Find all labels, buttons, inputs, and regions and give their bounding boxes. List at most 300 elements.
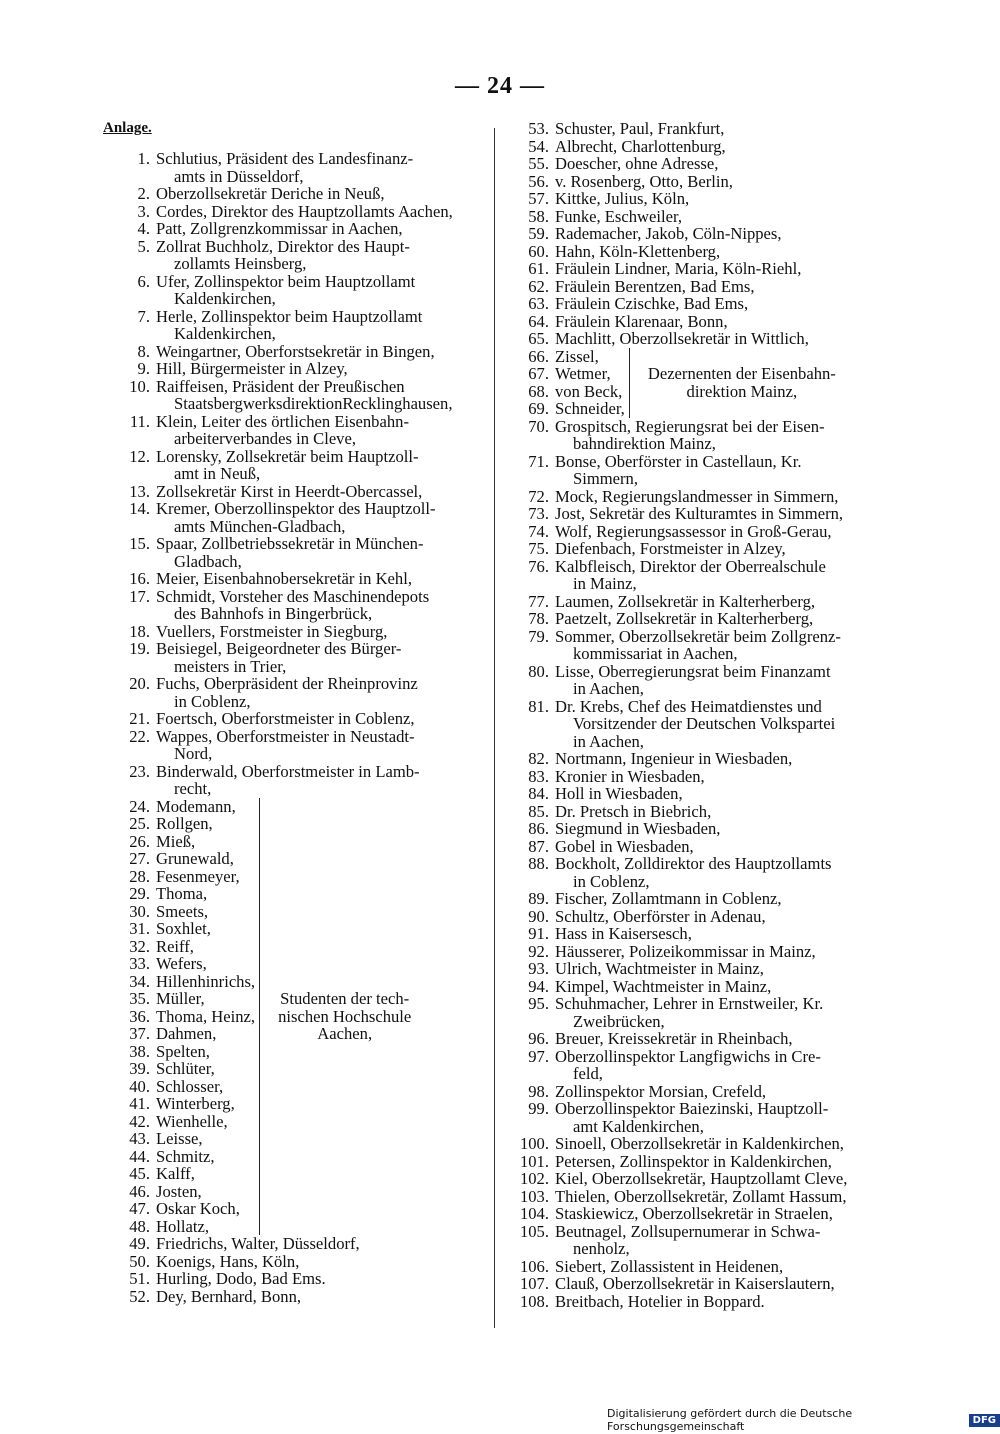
group-note-line: nischen Hochschule (278, 1006, 412, 1026)
entry-number: 23. (129, 761, 150, 781)
entry-text (555, 908, 895, 926)
entry-number: 65. (528, 329, 549, 348)
list-entry (106, 343, 490, 361)
entry-number: 82. (528, 749, 549, 768)
entry-number: 5. (137, 236, 150, 256)
entry-text (555, 943, 895, 961)
list-entry (505, 750, 895, 768)
entry-line: Vorsitzender der Deutschen Volkspartei (573, 714, 836, 733)
entry-number: 108. (519, 1291, 549, 1311)
list-entry (106, 850, 255, 868)
entry-text (555, 855, 895, 890)
entry-text: Leisse, (156, 1129, 203, 1148)
list-entry (106, 483, 490, 501)
entry-number: 6. (137, 271, 150, 291)
entry-text (156, 150, 490, 185)
group-note-line: Studenten der tech- (280, 989, 410, 1008)
entry-line: Hahn, Köln-Klettenberg, (555, 241, 721, 261)
entry-text (156, 273, 490, 308)
list-entry (505, 1170, 895, 1188)
entry-line: Dey, Bernhard, Bonn, (156, 1286, 302, 1306)
entry-text (555, 1135, 895, 1153)
list-entry (505, 1258, 895, 1276)
list-entry (106, 1008, 255, 1026)
entry-line: Kronier in Wiesbaden, (555, 766, 705, 786)
group-note (642, 348, 836, 418)
entry-line: amts München-Gladbach, (174, 516, 346, 536)
list-entry (106, 1043, 255, 1061)
entry-text (555, 785, 895, 803)
list-entry (505, 558, 895, 593)
entry-line: Kaldenkirchen, (174, 324, 276, 343)
entry-line: StaatsbergwerksdirektionRecklinghausen, (174, 394, 453, 413)
entry-number: 99. (528, 1099, 549, 1118)
list-entry (106, 448, 490, 483)
entry-line: Friedrichs, Walter, Düsseldorf, (156, 1234, 360, 1253)
entry-text (555, 1030, 895, 1048)
entry-number: 24. (129, 796, 150, 816)
list-entry (106, 1253, 490, 1271)
entry-number: 86. (528, 819, 549, 838)
entry-line: amt Kaldenkirchen, (573, 1116, 704, 1136)
entry-number: 19. (129, 639, 150, 658)
entry-number: 46. (129, 1181, 150, 1201)
entry-text: Mieß, (156, 831, 196, 851)
entry-number: 103. (519, 1186, 549, 1206)
entry-number: 25. (129, 814, 150, 833)
list-entry (106, 990, 255, 1008)
entry-line: zollamts Heinsberg, (174, 254, 307, 273)
entry-text (156, 378, 490, 413)
entry-number: 40. (129, 1076, 150, 1096)
entry-line: kommissariat in Aachen, (573, 644, 738, 663)
group-note-lines (648, 365, 836, 400)
entry-text: Thoma, Heinz, (156, 1006, 256, 1026)
entry-number: 51. (129, 1269, 150, 1288)
list-entry (505, 243, 895, 261)
bracket (629, 348, 642, 418)
entry-line: Kremer, Oberzollinspektor des Hauptzoll- (156, 499, 436, 518)
entry-text: Grunewald, (156, 849, 234, 868)
list-entry (505, 260, 895, 278)
list-entry (505, 313, 895, 331)
entry-line: des Bahnhofs in Bingerbrück, (174, 604, 373, 623)
entry-line: Oberzollinspektor Baiezinski, Hauptzoll- (555, 1099, 829, 1118)
entry-text (555, 1188, 895, 1206)
list-entry (106, 1025, 255, 1043)
entry-number: 62. (528, 276, 549, 296)
entry-text: Modemann, (156, 796, 236, 816)
entry-number: 80. (528, 661, 549, 681)
entry-line: Bonse, Oberförster in Castellaun, Kr. (555, 451, 802, 471)
list-entry (505, 610, 895, 628)
entry-text (555, 1293, 895, 1311)
list-entry (106, 623, 490, 641)
entry-text: Winterberg, (156, 1094, 235, 1113)
entry-number: 104. (519, 1204, 549, 1223)
list-entry (505, 418, 895, 453)
entry-number: 64. (528, 311, 549, 331)
entry-line: Breitbach, Hotelier in Boppard. (555, 1291, 765, 1311)
entry-number: 100. (519, 1134, 549, 1153)
entry-number: 83. (528, 766, 549, 786)
list-entry (106, 1183, 255, 1201)
entry-number: 9. (137, 359, 150, 378)
entry-number: 63. (528, 294, 549, 313)
entry-text (156, 1288, 490, 1306)
list-entry (106, 833, 255, 851)
entry-text (156, 413, 490, 448)
page-number: — 24 — (455, 73, 545, 99)
list-entry (505, 1030, 895, 1048)
list-entry (505, 1100, 895, 1135)
list-entry (505, 488, 895, 506)
list-entry (106, 710, 490, 728)
entry-text (156, 1270, 490, 1288)
entry-line: Funke, Eschweiler, (555, 206, 682, 226)
entry-number: 28. (129, 866, 150, 886)
entry-number: 76. (528, 556, 549, 576)
entry-line: Zollinspektor Morsian, Crefeld, (555, 1081, 767, 1101)
list-entry (106, 1200, 255, 1218)
entry-text (555, 890, 895, 908)
list-entry (505, 1275, 895, 1293)
entry-number: 88. (528, 854, 549, 873)
entry-number: 15. (129, 534, 150, 553)
list-entry (505, 1188, 895, 1206)
entry-text: Schneider, (555, 399, 625, 418)
entry-text (156, 448, 490, 483)
entry-line: Sinoell, Oberzollsekretär in Kaldenkirchen, (555, 1134, 844, 1153)
list-entry (505, 1135, 895, 1153)
entry-text: Schlüter, (156, 1059, 215, 1078)
entry-number: 94. (528, 976, 549, 996)
list-entry (106, 1148, 255, 1166)
entry-number: 39. (129, 1059, 150, 1078)
list-entry (505, 523, 895, 541)
entry-number: 7. (137, 306, 150, 326)
entry-line: bahndirektion Mainz, (573, 434, 716, 453)
list-entry (106, 1095, 255, 1113)
entry-text (555, 313, 895, 331)
list-entry (106, 1288, 490, 1306)
entry-number: 72. (528, 486, 549, 506)
entry-number: 29. (129, 884, 150, 903)
column-divider (494, 128, 495, 1328)
list-entry (106, 955, 255, 973)
list-entry (505, 278, 895, 296)
entry-number: 84. (528, 784, 549, 803)
list-entry (106, 570, 490, 588)
list-entry (505, 190, 895, 208)
list-entry (505, 173, 895, 191)
entry-number: 35. (129, 989, 150, 1008)
right-column (505, 120, 895, 1310)
entry-number: 3. (137, 201, 150, 221)
entry-text (555, 750, 895, 768)
entry-number: 90. (528, 906, 549, 926)
entry-number: 18. (129, 621, 150, 641)
entry-text (555, 1275, 895, 1293)
entry-number: 50. (129, 1251, 150, 1271)
entry-text (555, 173, 895, 191)
entry-line: Weingartner, Oberforstsekretär in Bingen, (156, 341, 435, 361)
list-entry (106, 220, 490, 238)
list-entry (106, 675, 490, 710)
entry-line: Gladbach, (174, 551, 242, 571)
entry-line: Nortmann, Ingenieur in Wiesbaden, (555, 749, 793, 768)
entry-number: 27. (129, 849, 150, 868)
entry-number: 97. (528, 1046, 549, 1066)
list-entry (106, 413, 490, 448)
entry-text: Dahmen, (156, 1024, 217, 1043)
entry-text: Zissel, (555, 346, 599, 366)
entry-text: Hillenhinrichs, (156, 971, 256, 991)
entry-number: 10. (129, 376, 150, 396)
entry-number: 101. (519, 1151, 549, 1171)
entry-number: 61. (528, 259, 549, 278)
entry-line: Gobel in Wiesbaden, (555, 836, 694, 856)
entry-line: Doescher, ohne Adresse, (555, 154, 719, 173)
entry-text: Schlosser, (156, 1076, 224, 1096)
entry-line: recht, (174, 779, 212, 798)
entry-line: Fuchs, Oberpräsident der Rheinprovinz (156, 674, 418, 693)
list-entry (505, 330, 895, 348)
list-entry (505, 120, 895, 138)
entry-line: Simmern, (573, 469, 638, 488)
list-entry (505, 155, 895, 173)
entry-text (555, 260, 895, 278)
list-entry (106, 763, 490, 798)
group-note-line: Dezernenten der Eisenbahn- (647, 364, 836, 383)
list-entry (106, 588, 490, 623)
entry-text (555, 540, 895, 558)
heading-anlage: Anlage. (103, 120, 152, 136)
entry-line: Wolf, Regierungsassessor in Groß-Gerau, (555, 521, 832, 541)
entry-text (156, 588, 490, 623)
entry-line: Kittke, Julius, Köln, (555, 189, 690, 208)
list-entry (505, 698, 895, 751)
entry-text (156, 220, 490, 238)
entry-line: Vuellers, Forstmeister in Siegburg, (156, 621, 388, 641)
entry-line: Fräulein Klarenaar, Bonn, (555, 311, 728, 331)
entry-text: Reiff, (156, 936, 194, 956)
list-entry (505, 383, 625, 401)
entry-text (156, 185, 490, 203)
entry-text (555, 960, 895, 978)
entry-text (555, 978, 895, 996)
group-note-line: direktion Mainz, (686, 381, 798, 401)
entry-line: Clauß, Oberzollsekretär in Kaiserslautern, (555, 1274, 835, 1293)
list-entry (505, 1293, 895, 1311)
entry-line: Wappes, Oberforstmeister in Neustadt- (156, 726, 415, 746)
list-entry (505, 593, 895, 611)
list-entry (106, 273, 490, 308)
entry-text (156, 238, 490, 273)
entry-number: 102. (519, 1169, 549, 1188)
list-entry (505, 1205, 895, 1223)
entry-text (156, 640, 490, 675)
list-entry (106, 1270, 490, 1288)
list-entry (106, 360, 490, 378)
entry-line: Bockholt, Zolldirektor des Hauptzollamts (555, 854, 832, 873)
footer-text: Digitalisierung gefördert durch die Deutsche Forschungsgemeinschaft (607, 1407, 853, 1433)
entry-number: 4. (137, 219, 150, 238)
entry-number: 36. (129, 1006, 150, 1026)
entry-line: Klein, Leiter des örtlichen Eisenbahn- (156, 411, 409, 431)
entry-line: Kiel, Oberzollsekretär, Hauptzollamt Cleve, (555, 1169, 848, 1188)
list-entry (106, 1165, 255, 1183)
entry-line: Fischer, Zollamtmann in Coblenz, (555, 889, 782, 908)
list-entry (505, 908, 895, 926)
entry-number: 75. (528, 539, 549, 558)
entry-line: Raiffeisen, Präsident der Preußischen (156, 376, 405, 396)
entry-line: Oberzollsekretär Deriche in Neuß, (156, 184, 385, 203)
entry-number: 34. (129, 971, 150, 991)
entry-number: 58. (528, 206, 549, 226)
list-entry (106, 973, 255, 991)
list-entry (106, 1078, 255, 1096)
entry-line: in Aachen, (573, 679, 644, 698)
list-entry (505, 295, 895, 313)
entry-text (156, 535, 490, 570)
entry-line: Nord, (174, 744, 213, 763)
entry-text (555, 295, 895, 313)
entry-text (156, 1253, 490, 1271)
entry-line: Oberzollinspektor Langfigwichs in Cre- (555, 1046, 821, 1066)
entry-text (555, 995, 895, 1030)
entry-number: 67. (528, 364, 549, 383)
entry-number: 85. (528, 801, 549, 821)
list-entry (106, 535, 490, 570)
list-entry (505, 838, 895, 856)
entry-line: Beutnagel, Zollsupernumerar in Schwa- (555, 1221, 821, 1241)
group-note (272, 798, 411, 1236)
list-entry (106, 203, 490, 221)
list-entry (505, 768, 895, 786)
entry-line: Mock, Regierungslandmesser in Simmern, (555, 486, 839, 506)
entry-text: Müller, (156, 989, 205, 1008)
list-entry (106, 815, 255, 833)
entry-line: Fräulein Lindner, Maria, Köln-Riehl, (555, 259, 802, 278)
entry-text: Smeets, (156, 901, 209, 921)
entry-number: 56. (528, 171, 549, 191)
entry-line: Ufer, Zollinspektor beim Hauptzollamt (156, 271, 416, 291)
entry-text (555, 558, 895, 593)
entry-number: 22. (129, 726, 150, 746)
list-entry (505, 785, 895, 803)
entry-line: Herle, Zollinspektor beim Hauptzollamt (156, 306, 423, 326)
entry-text (156, 203, 490, 221)
group-note-lines (278, 990, 411, 1043)
entry-text (555, 663, 895, 698)
list-entry (505, 943, 895, 961)
list-entry (505, 960, 895, 978)
entry-text (156, 675, 490, 710)
entry-number: 16. (129, 569, 150, 588)
entry-text (555, 1153, 895, 1171)
entry-text (555, 1170, 895, 1188)
entry-text (555, 925, 895, 943)
entry-line: Fräulein Czischke, Bad Ems, (555, 294, 749, 313)
entry-number: 8. (137, 341, 150, 361)
entry-number: 14. (129, 499, 150, 518)
list-entry (505, 348, 625, 366)
entry-line: v. Rosenberg, Otto, Berlin, (555, 171, 733, 191)
list-entry (106, 378, 490, 413)
entry-line: feld, (573, 1064, 603, 1083)
entry-number: 49. (129, 1234, 150, 1253)
entry-line: Schuhmacher, Lehrer in Ernstweiler, Kr. (555, 994, 824, 1013)
entry-number: 2. (137, 184, 150, 203)
list-entry (505, 663, 895, 698)
list-entry (505, 1048, 895, 1083)
list-entry (106, 500, 490, 535)
list-entry (505, 540, 895, 558)
footer (607, 1407, 1000, 1433)
entry-text (555, 1100, 895, 1135)
list-entry (505, 890, 895, 908)
entry-number: 93. (528, 959, 549, 978)
entry-line: in Coblenz, (174, 691, 251, 711)
list-entry (106, 1235, 490, 1253)
entry-text (555, 768, 895, 786)
entry-number: 33. (129, 954, 150, 973)
list-entry (106, 640, 490, 675)
list-entry (106, 1218, 255, 1236)
list-entry (505, 505, 895, 523)
entry-line: Zollrat Buchholz, Direktor des Haupt- (156, 236, 410, 256)
entry-number: 54. (528, 136, 549, 156)
entry-text: Wetmer, (555, 364, 611, 383)
entry-number: 55. (528, 154, 549, 173)
entry-line: Meier, Eisenbahnobersekretär in Kehl, (156, 569, 412, 588)
entry-text (555, 1083, 895, 1101)
entry-line: Schmidt, Vorsteher des Maschinendepots (156, 586, 430, 606)
entry-line: Schuster, Paul, Frankfurt, (555, 119, 725, 138)
entry-text (156, 710, 490, 728)
entry-line: in Mainz, (573, 574, 637, 593)
list-entry (505, 208, 895, 226)
entry-text: Oskar Koch, (156, 1199, 240, 1218)
entry-text: von Beck, (555, 381, 623, 401)
entry-text (156, 500, 490, 535)
entry-text (555, 155, 895, 173)
entry-number: 42. (129, 1111, 150, 1131)
entry-line: Siegmund in Wiesbaden, (555, 819, 721, 838)
entry-number: 38. (129, 1041, 150, 1061)
list-entry (106, 885, 255, 903)
entry-text (555, 190, 895, 208)
entry-number: 11. (129, 411, 150, 431)
entry-line: Lorensky, Zollsekretär beim Hauptzoll- (156, 446, 419, 466)
entry-number: 53. (528, 119, 549, 138)
entry-text (555, 488, 895, 506)
entry-line: Foertsch, Oberforstmeister in Coblenz, (156, 709, 415, 728)
entry-number: 20. (129, 674, 150, 693)
entry-number: 87. (528, 836, 549, 856)
entry-number: 13. (129, 481, 150, 501)
entry-number: 95. (528, 994, 549, 1013)
entry-line: Zweibrücken, (573, 1011, 665, 1031)
list-entry (505, 1223, 895, 1258)
entry-line: Fräulein Berentzen, Bad Ems, (555, 276, 755, 296)
entry-number: 41. (129, 1094, 150, 1113)
entry-number: 17. (129, 586, 150, 606)
entry-number: 21. (129, 709, 150, 728)
entry-number: 45. (129, 1164, 150, 1183)
group-names (505, 348, 625, 418)
